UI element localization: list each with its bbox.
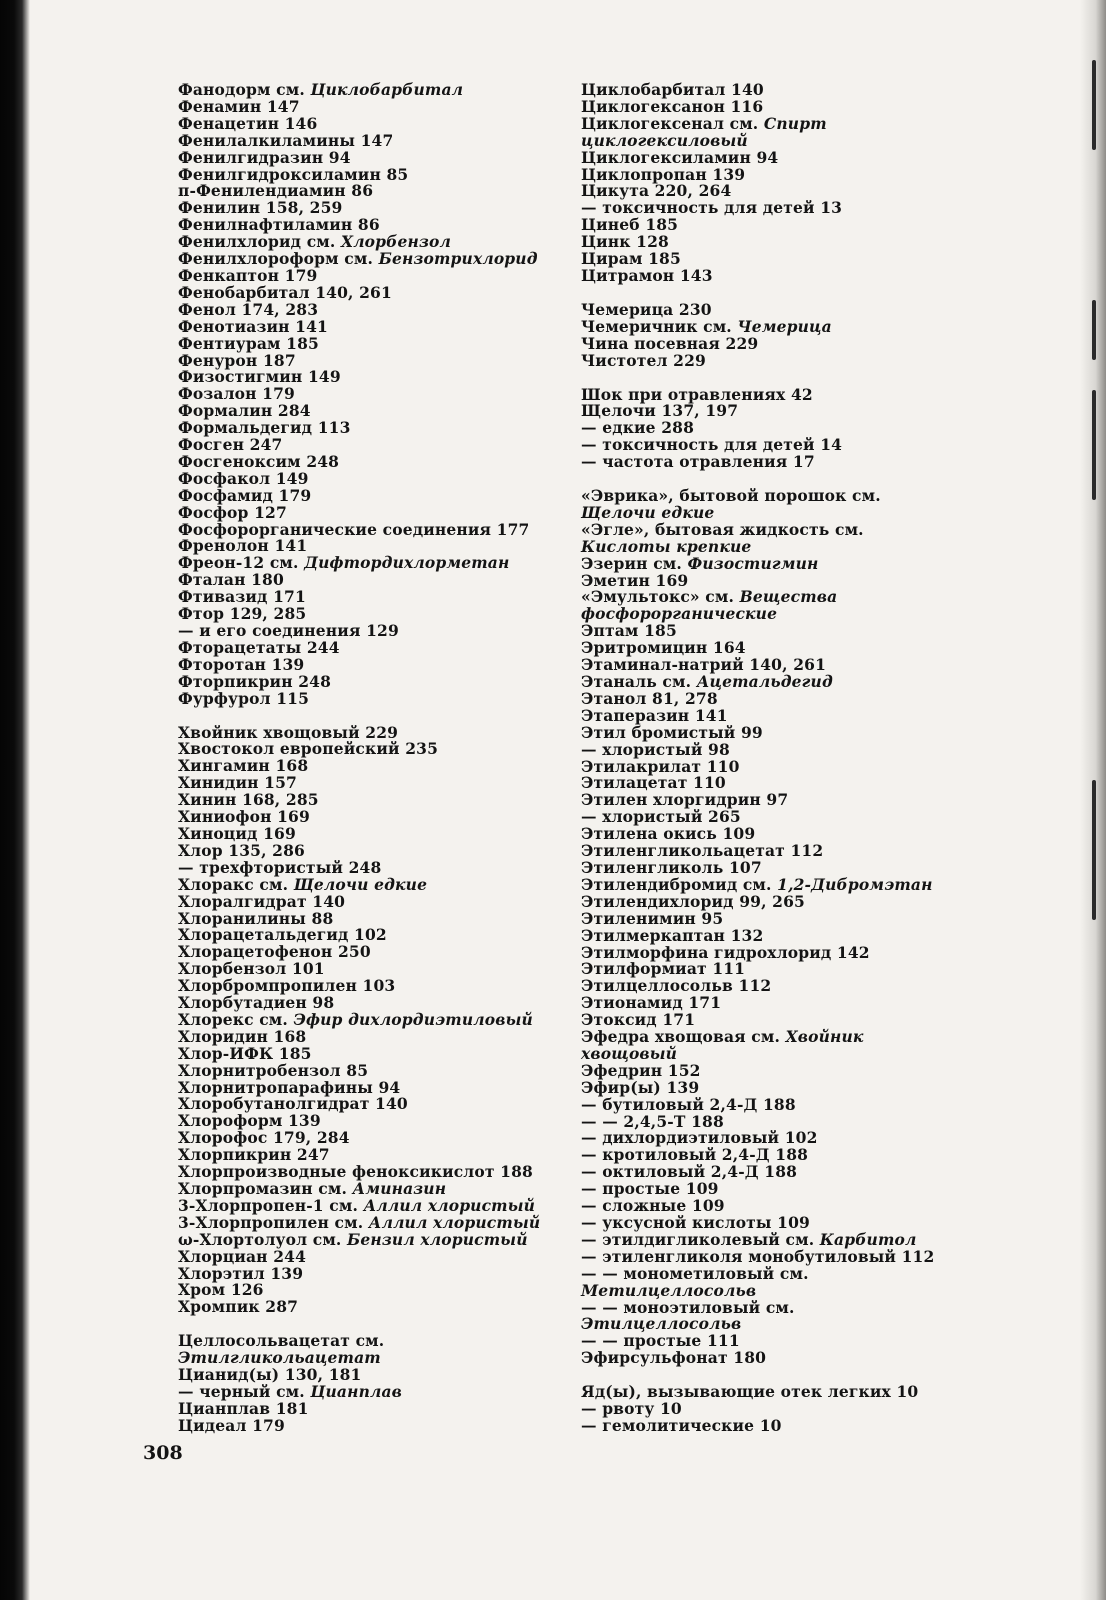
index-entry: [581, 488, 953, 522]
entry-text: Эптам 185: [581, 621, 677, 641]
cross-reference: Аллил хлористый: [363, 1195, 536, 1215]
entry-text: Фанодорм см.: [178, 80, 311, 99]
entry-text: Цитрамон 143: [581, 265, 713, 285]
entry-text: Формальдегид 113: [178, 418, 351, 438]
entry-text: — хлористый 98: [581, 739, 730, 759]
entry-text: Хлоралгидрат 140: [178, 891, 346, 911]
entry-text: Эзерин см.: [581, 553, 688, 573]
entry-text: Хлорнитробензол 85: [178, 1060, 369, 1080]
entry-text: Фенотиазин 141: [178, 316, 328, 336]
index-entry: [178, 688, 550, 708]
entry-text: Физостигмин 149: [178, 367, 341, 387]
cross-reference: Вещества фосфорорганические: [581, 587, 838, 624]
page-number: 308: [143, 1442, 183, 1464]
cross-reference: Карбитол: [819, 1229, 917, 1249]
index-entry: [178, 1415, 550, 1435]
index-entry: [581, 1263, 953, 1300]
entry-text: Хиниофон 169: [178, 807, 310, 827]
index-entry: [178, 1299, 550, 1316]
entry-text: Циклогексанон 116: [581, 96, 764, 116]
entry-text: Хвостокол европейский 235: [178, 739, 439, 759]
entry-text: Хиноцид 169: [178, 823, 296, 843]
entry-text: Шок при отравлениях 42: [581, 384, 813, 404]
index-column-right: [581, 82, 953, 1435]
entry-text: Фторотан 139: [178, 654, 305, 674]
entry-text: Фталан 180: [178, 570, 284, 590]
entry-text: Этилформиат 111: [581, 959, 746, 979]
cross-reference: Эфир дихлордиэтиловый: [293, 1009, 533, 1029]
cross-reference: Ацетальдегид: [696, 672, 833, 691]
entry-text: — трехфтористый 248: [178, 857, 382, 877]
cross-reference: Аминазин: [352, 1179, 447, 1198]
cross-reference: Циклобарбитал: [310, 80, 464, 99]
entry-text: Фенилин 158, 259: [178, 198, 343, 218]
entry-text: Хлорбензол 101: [178, 959, 325, 979]
cross-reference: Хлорбензол: [341, 232, 451, 252]
index-entry: [581, 1029, 953, 1063]
entry-text: Этоксид 171: [581, 1010, 696, 1030]
entry-text: Чина посевная 229: [581, 333, 759, 353]
entry-text: Циклогексиламин 94: [581, 147, 779, 167]
entry-text: Фосгеноксим 248: [178, 451, 340, 471]
entry-text: Хлорбромпропилен 103: [178, 976, 396, 996]
cross-reference: 1,2-Дибромэтан: [777, 874, 933, 894]
entry-text: Хлорэтил 139: [178, 1263, 304, 1283]
entry-text: Хинидин 157: [178, 773, 297, 793]
entry-text: Эритромицин 164: [581, 638, 746, 658]
entry-text: ω-Хлортолуол см.: [178, 1229, 348, 1249]
cross-reference: Кислоты крепкие: [581, 536, 752, 556]
entry-text: Эфирсульфонат 180: [581, 1348, 767, 1368]
entry-text: Фенурон 187: [178, 350, 296, 370]
entry-text: Эфедра хвощовая см.: [581, 1027, 786, 1047]
entry-text: Цинк 128: [581, 232, 669, 252]
entry-text: Хлорпромазин см.: [178, 1179, 353, 1198]
entry-text: Щелочи 137, 197: [581, 401, 739, 421]
entry-text: Эфедрин 152: [581, 1060, 701, 1080]
entry-text: — и его соединения 129: [178, 621, 399, 640]
scan-speck: [1092, 390, 1096, 500]
index-entry: [581, 350, 953, 370]
entry-text: — токсичность для детей 14: [581, 435, 843, 455]
entry-text: Фенилхлороформ см.: [178, 249, 379, 269]
cross-reference: Хвойник хвощовый: [581, 1027, 864, 1063]
entry-text: Циклобарбитал 140: [581, 80, 764, 99]
entry-text: Хлорнитропарафины 94: [178, 1077, 401, 1097]
entry-text: Яд(ы), вызывающие отек легких 10: [581, 1382, 919, 1402]
entry-text: «Эгле», бытовая жидкость см.: [581, 519, 864, 539]
entry-text: Хлоранилины 88: [178, 908, 334, 928]
entry-text: — рвоту 10: [581, 1399, 682, 1419]
entry-text: Этионамид 171: [581, 993, 722, 1013]
entry-text: Этил бромистый 99: [581, 722, 763, 742]
entry-text: — этиленгликоля монобутиловый 112: [581, 1246, 935, 1266]
entry-text: Фенилалкиламины 147: [178, 130, 394, 150]
entry-text: Чемерица 230: [581, 299, 712, 319]
entry-text: Фенилхлорид см.: [178, 232, 342, 252]
entry-text: Френолон 141: [178, 536, 308, 556]
entry-text: Хингамин 168: [178, 756, 309, 776]
entry-text: Хлор-ИФК 185: [178, 1043, 312, 1063]
entry-text: Фенилгидразин 94: [178, 147, 351, 167]
entry-text: Этиленгликольацетат 112: [581, 841, 824, 861]
index-entry: [581, 1297, 953, 1334]
entry-text: Фентиурам 185: [178, 333, 319, 353]
entry-text: — частота отравления 17: [581, 452, 815, 472]
entry-text: Хлорацетофенон 250: [178, 942, 371, 962]
entry-text: Хлорбутадиен 98: [178, 993, 335, 1013]
cross-reference: Бензотрихлорид: [378, 249, 538, 269]
index-column-left: [178, 82, 550, 1435]
entry-text: — — монометиловый см.: [581, 1263, 809, 1283]
cross-reference: Дифтордихлорметан: [304, 553, 510, 573]
entry-text: Фенилгидроксиламин 85: [178, 164, 409, 184]
scan-left-edge: [0, 0, 30, 1600]
entry-text: — — моноэтиловый см.: [581, 1297, 795, 1317]
entry-text: Цидеал 179: [178, 1415, 285, 1435]
scan-right-edge: [1080, 0, 1106, 1600]
entry-text: Фосфор 127: [178, 502, 287, 522]
scan-speck: [1092, 300, 1096, 360]
entry-text: Хлороформ 139: [178, 1111, 321, 1131]
entry-text: Циклогексенал см.: [581, 113, 764, 133]
entry-text: — октиловый 2,4-Д 188: [581, 1162, 798, 1182]
entry-text: Хлорпроизводные феноксикислот 188: [178, 1162, 533, 1182]
entry-text: Хромпик 287: [178, 1297, 299, 1317]
cross-reference: Этилгликольацетат: [178, 1348, 381, 1368]
cross-reference: Спирт циклогексиловый: [581, 113, 827, 150]
entry-text: Хлорекс см.: [178, 1009, 294, 1029]
entry-text: — едкие 288: [581, 418, 695, 438]
index-entry: [581, 589, 953, 623]
entry-text: — простые 109: [581, 1179, 719, 1199]
entry-text: Фтор 129, 285: [178, 604, 307, 624]
entry-text: Фенамин 147: [178, 96, 300, 116]
entry-text: Фосфорорганические соединения 177: [178, 519, 530, 539]
entry-text: Фозалон 179: [178, 384, 295, 404]
entry-text: Хлорциан 244: [178, 1246, 307, 1266]
entry-text: Фторпикрин 248: [178, 671, 332, 691]
entry-text: Этаналь см.: [581, 672, 697, 691]
entry-text: Цинеб 185: [581, 215, 679, 235]
entry-text: Этилмеркаптан 132: [581, 925, 764, 945]
entry-text: Этилацетат 110: [581, 773, 726, 793]
entry-text: Фосфамид 179: [178, 485, 312, 505]
index-entry: [581, 265, 953, 285]
cross-reference: Метилцеллосольв: [581, 1280, 757, 1300]
entry-text: Этилакрилат 110: [581, 756, 740, 776]
entry-text: Фторацетаты 244: [178, 637, 340, 657]
entry-text: Хлорацетальдегид 102: [178, 925, 387, 945]
entry-text: Хлор 135, 286: [178, 840, 305, 860]
entry-text: Хинин 168, 285: [178, 790, 319, 810]
index-entry: [581, 113, 953, 150]
entry-text: — — простые 111: [581, 1331, 740, 1351]
entry-text: — — 2,4,5-Т 188: [581, 1111, 724, 1131]
entry-text: Цианплав 181: [178, 1398, 309, 1418]
index-entry: [581, 1415, 953, 1435]
entry-text: Формалин 284: [178, 401, 311, 421]
entry-text: — дихлордиэтиловый 102: [581, 1128, 818, 1148]
entry-text: Хлорпикрин 247: [178, 1145, 330, 1165]
entry-text: Фенобарбитал 140, 261: [178, 282, 392, 302]
entry-text: — гемолитические 10: [581, 1415, 782, 1435]
entry-text: Фосген 247: [178, 435, 283, 455]
entry-text: Фенол 174, 283: [178, 299, 319, 319]
entry-text: 3-Хлорпропилен см.: [178, 1212, 369, 1232]
cross-reference: Чемерица: [737, 316, 832, 336]
entry-text: Этилена окись 109: [581, 824, 756, 844]
entry-text: Фенилнафтиламин 86: [178, 215, 380, 235]
scan-speck: [1092, 60, 1096, 150]
entry-text: Хлорофос 179, 284: [178, 1128, 350, 1148]
cross-reference: Цианплав: [310, 1381, 403, 1401]
entry-text: Фурфурол 115: [178, 688, 310, 708]
entry-text: Хлоридин 168: [178, 1026, 307, 1046]
index-entry: [581, 454, 953, 471]
entry-text: Этаперазин 141: [581, 705, 728, 725]
entry-text: «Эврика», бытовой порошок см.: [581, 486, 881, 506]
entry-text: Чемеричник см.: [581, 316, 738, 336]
entry-text: Этилендибромид см.: [581, 874, 778, 894]
entry-text: Цианид(ы) 130, 181: [178, 1365, 362, 1385]
entry-text: — кротиловый 2,4-Д 188: [581, 1145, 809, 1165]
index-entry: [178, 1333, 550, 1367]
entry-text: Фосфакол 149: [178, 468, 309, 488]
entry-text: Фтивазид 171: [178, 587, 306, 607]
entry-text: — бутиловый 2,4-Д 188: [581, 1094, 796, 1114]
entry-text: Хром 126: [178, 1280, 264, 1300]
index-entry: [581, 519, 953, 556]
entry-text: — уксусной кислоты 109: [581, 1213, 810, 1232]
cross-reference: Аллил хлористый: [368, 1212, 541, 1232]
entry-text: Циклопропан 139: [581, 164, 746, 184]
entry-text: Этилцеллосольв 112: [581, 976, 772, 996]
scan-speck: [1092, 780, 1096, 920]
entry-text: Хлоробутанолгидрат 140: [178, 1094, 408, 1114]
entry-text: Хлоракс см.: [178, 874, 294, 894]
entry-text: Цикута 220, 264: [581, 181, 732, 201]
cross-reference: Бензил хлористый: [347, 1229, 528, 1249]
cross-reference: Щелочи едкие: [293, 874, 428, 894]
entry-text: Эфир(ы) 139: [581, 1077, 700, 1097]
entry-text: Эметин 169: [581, 570, 689, 590]
entry-text: Этиленимин 95: [581, 908, 724, 928]
entry-text: Цирам 185: [581, 249, 681, 269]
index-entry: [581, 1350, 953, 1367]
cross-reference: Щелочи едкие: [581, 502, 715, 522]
entry-text: Этилморфина гидрохлорид 142: [581, 942, 870, 962]
entry-text: — хлористый 265: [581, 807, 741, 827]
entry-text: Этилендихлорид 99, 265: [581, 891, 805, 911]
entry-text: Этанол 81, 278: [581, 688, 718, 708]
entry-text: «Эмультокс» см.: [581, 587, 740, 607]
entry-text: 3-Хлорпропен-1 см.: [178, 1195, 364, 1215]
entry-text: Этаминал-натрий 140, 261: [581, 655, 827, 675]
entry-text: Чистотел 229: [581, 350, 706, 370]
entry-text: Фреон-12 см.: [178, 553, 305, 573]
entry-text: Этиленгликоль 107: [581, 857, 762, 877]
entry-text: Фенкаптон 179: [178, 265, 318, 285]
entry-text: Этилен хлоргидрин 97: [581, 790, 789, 810]
entry-text: Фенацетин 146: [178, 113, 318, 133]
entry-text: — сложные 109: [581, 1196, 725, 1216]
entry-text: — этилдигликолевый см.: [581, 1229, 820, 1249]
cross-reference: Этилцеллосольв: [581, 1314, 742, 1334]
entry-text: п-Фенилендиамин 86: [178, 181, 374, 201]
entry-text: Хвойник хвощовый 229: [178, 722, 399, 742]
cross-reference: Физостигмин: [687, 553, 819, 573]
entry-text: — токсичность для детей 13: [581, 198, 843, 218]
entry-text: Целлосольвацетат см.: [178, 1331, 385, 1351]
entry-text: — черный см.: [178, 1381, 311, 1401]
